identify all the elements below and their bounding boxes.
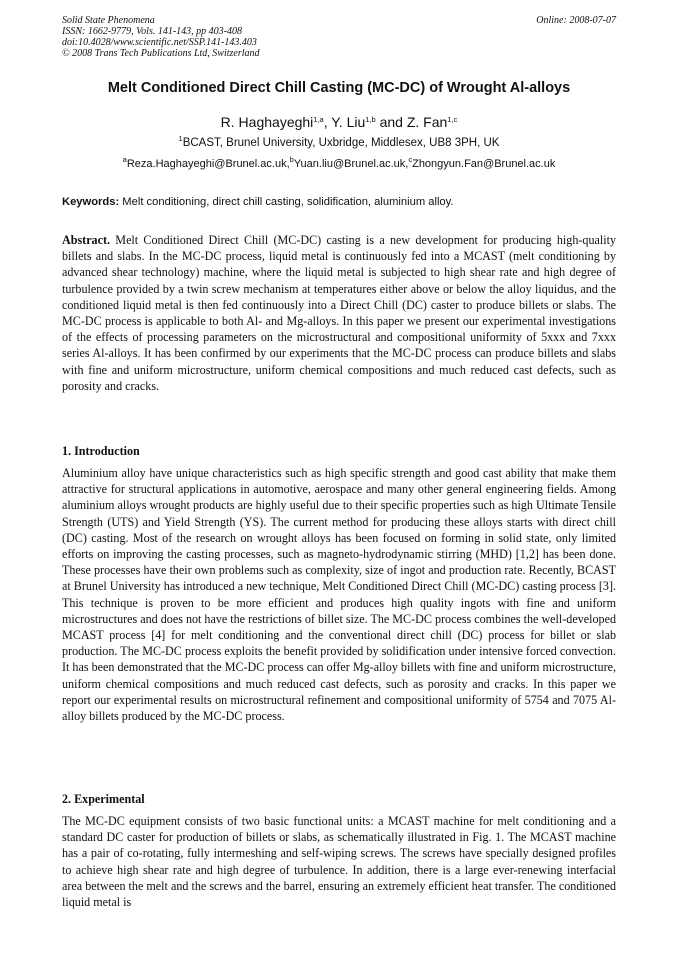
keywords bbox=[62, 196, 616, 208]
section-heading-introduction: 1. Introduction bbox=[62, 444, 140, 458]
author-superscript: 1,a bbox=[313, 115, 324, 124]
author-name: Y. Liu bbox=[331, 114, 366, 130]
email-list bbox=[40, 155, 638, 170]
introduction-paragraph: Aluminium alloy have unique characteristics such as high specific strength and good cast ability that make them attractive for structural applications in automotive, aerospace and many other general engineering fields. Among aluminium alloys wrought products are highly useful due to their specific properties such as high Ultimate Tensile Strength (UTS) and Yield Strength (YS). The current method for producing these alloys starts with direct chill (DC) casting. Most of the research on wrought alloys has been focused on forming in solid state, only limited efforts on improving the casting processes, such as magneto-hydrodynamic stirring (MHD) [1,2] has been done. These processes have their own problems such as complexity, size of ingot and production rate. Recently, BCAST at Brunel University has introduced a new technique, Melt Conditioned Direct Chill (MC-DC) casting process [3]. This technique is proven to be more efficient and produces high quality ingots with fine and uniform microstructures and does not have the restrictions of billet size. The MC-DC process combines the well-developed MCAST process [4] for melt conditioning and the conventional direct chill (DC) process for billet or slab production. The MC-DC process exploits the benefit provided by solidification under intensive forced convection. It has been demonstrated that the MC-DC process can offer Mg-alloy billets with fine and uniform microstructure, uniform chemical compositions and much reduced cast defects, such as porosity and cracks. In this paper we report our experimental results on microstructural refinement and compositional uniformity of 5754 and 7075 Al-alloy billets produced by the MC-DC process. bbox=[62, 466, 616, 724]
keywords-label: Keywords: bbox=[62, 196, 120, 208]
email-link[interactable]: Zhongyun.Fan@Brunel.ac.uk bbox=[412, 158, 556, 170]
experimental-paragraph: The MC-DC equipment consists of two basic functional units: a MCAST machine for melt conditioning and a standard DC caster for production of billets or slabs, as schematically illustrated in Fig. 1. The MCAST machine has a pair of co-rotating, fully intermeshing and self-wiping screws. The screws have specially designed profiles to achieve high shear rate and high degree of turbulence. In addition, there is a large ever-renewing interfacial area between the melt and the screws and the barrel, ensuring an extremely efficient heat transfer. The conditioned liquid metal is bbox=[62, 814, 616, 910]
author-list bbox=[40, 114, 638, 130]
affiliation bbox=[40, 134, 638, 149]
author-name: Z. Fan bbox=[406, 114, 448, 130]
author-superscript: 1,c bbox=[447, 115, 458, 124]
paper-title: Melt Conditioned Direct Chill Casting (MC-DC) of Wrought Al-alloys bbox=[107, 80, 571, 96]
issn-line: ISSN: 1662-9779, Vols. 141-143, pp 403-408 bbox=[62, 26, 242, 37]
author-name: R. Haghayeghi bbox=[220, 114, 314, 130]
journal-header bbox=[62, 15, 616, 59]
author-separator: , bbox=[323, 114, 332, 130]
affiliation-superscript: 1 bbox=[178, 134, 183, 143]
author-superscript: 1,b bbox=[365, 115, 376, 124]
affiliation-text: BCAST, Brunel University, Uxbridge, Middlesex, UB8 3PH, UK bbox=[182, 137, 500, 149]
abstract-label: Abstract. bbox=[62, 233, 111, 247]
email-link[interactable]: Reza.Haghayeghi@Brunel.ac.uk, bbox=[126, 158, 290, 170]
abstract bbox=[62, 232, 616, 394]
abstract-text: Melt Conditioned Direct Chill (MC-DC) casting is a new development for producing high-quality billets and slabs. In the MC-DC process, liquid metal is continuously fed into a MCAST (melt conditioning by advanced shear technology) machine, where the liquid metal is subjected to high shear rate and high degree of turbulence provided by a twin screw mechanism at temperatures either above or below the alloy liquidus, and the conditioned liquid metal is then fed continuously into a Direct Chill (DC) caster to produce billets or slabs. The MC-DC process is applicable to both Al- and Mg-alloys. In this paper we present our experimental investigations of the effects of processing parameters on the microstructural and compositional uniformity of 5xxx and 7xxx series Al-alloys. It has been confirmed by our experiments that the MC-DC process can produce billets and slabs with fine and uniform microstructure, uniform chemical compositions and much reduced cast defects, such as porosity and cracks. bbox=[62, 233, 616, 393]
email-superscript: a bbox=[122, 155, 127, 164]
doi-line: doi:10.4028/www.scientific.net/SSP.141-143.403 bbox=[62, 37, 257, 48]
section-heading-experimental: 2. Experimental bbox=[62, 792, 145, 806]
online-date: Online: 2008-07-07 bbox=[536, 15, 616, 26]
journal-name: Solid State Phenomena bbox=[62, 15, 155, 26]
author-separator: and bbox=[375, 114, 407, 130]
email-superscript: c bbox=[408, 155, 413, 164]
email-link[interactable]: Yuan.liu@Brunel.ac.uk, bbox=[293, 158, 409, 170]
keywords-text: Melt conditioning, direct chill casting, solidification, aluminium alloy. bbox=[119, 196, 454, 208]
email-superscript: b bbox=[289, 155, 294, 164]
copyright-line: © 2008 Trans Tech Publications Ltd, Switzerland bbox=[62, 48, 260, 59]
